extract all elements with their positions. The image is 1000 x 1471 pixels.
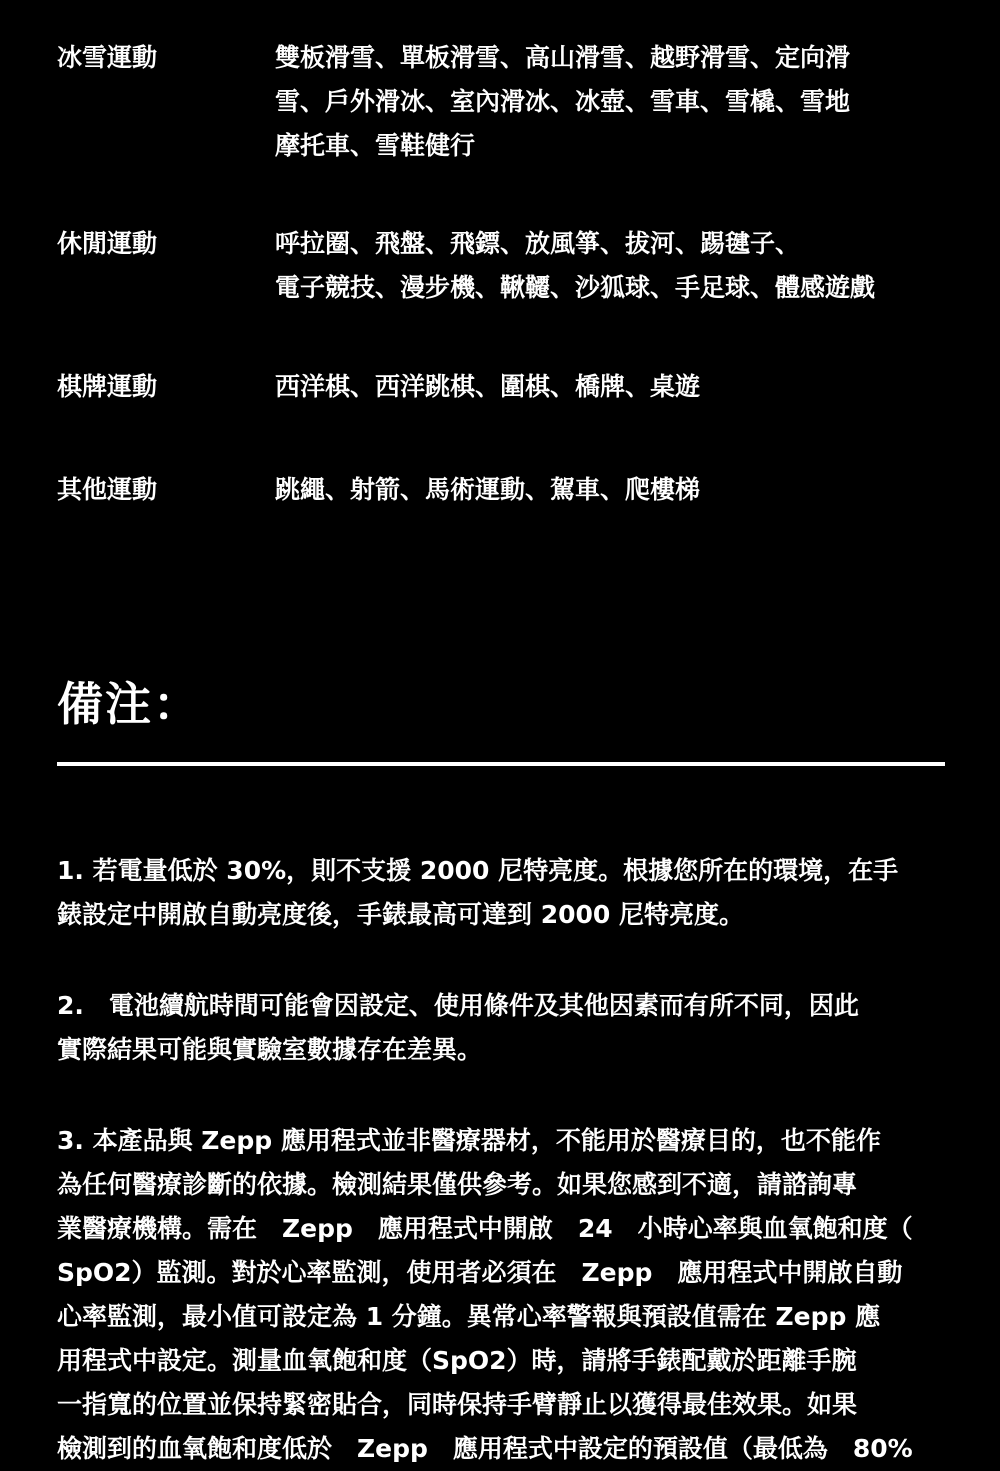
sport-category-label: 其他運動	[57, 475, 158, 504]
note-line: 實際結果可能與實驗室數據存在差異。	[57, 1035, 483, 1064]
notes-list	[57, 849, 945, 1471]
sport-category-label: 休閒運動	[57, 229, 158, 258]
sport-list-line: 西洋棋、西洋跳棋、圍棋、橋牌、桌遊	[275, 372, 701, 401]
sport-category-label: 冰雪運動	[57, 43, 158, 72]
note-line: SpO2）監測。對於心率監測，使用者必須在 Zepp 應用程式中開啟自動	[57, 1258, 903, 1287]
sport-category-label: 棋牌運動	[57, 372, 158, 401]
note-line: 為任何醫療診斷的依據。檢測結果僅供參考。如果您感到不適，請諮詢專	[57, 1170, 858, 1199]
note-line: 心率監測，最小值可設定為 1 分鐘。異常心率警報與預設值需在 Zepp 應	[57, 1302, 881, 1331]
sport-row-snow	[57, 36, 947, 168]
sport-row-board-games	[57, 365, 947, 409]
sport-list	[275, 468, 947, 512]
divider	[57, 762, 945, 766]
note-line: 檢測到的血氧飽和度低於 Zepp 應用程式中設定的預設值（最低為 80%	[57, 1434, 913, 1463]
note-line: 錶設定中開啟自動亮度後，手錶最高可達到 2000 尼特亮度。	[57, 900, 744, 929]
note-line: 1. 若電量低於 30%，則不支援 2000 尼特亮度。根據您所在的環境，在手	[57, 856, 899, 885]
sport-list	[275, 365, 947, 409]
sport-list-line: 雪、戶外滑冰、室內滑冰、冰壺、雪車、雪橇、雪地	[275, 87, 851, 116]
note-line: 2. 電池續航時間可能會因設定、使用條件及其他因素而有所不同，因此	[57, 991, 859, 1020]
note-line: 用程式中設定。測量血氧飽和度（SpO2）時，請將手錶配戴於距離手腕	[57, 1346, 857, 1375]
sport-list-line: 呼拉圈、飛盤、飛鏢、放風箏、拔河、踢毽子、	[275, 229, 801, 258]
sport-list-line: 雙板滑雪、單板滑雪、高山滑雪、越野滑雪、定向滑	[275, 43, 851, 72]
sport-list	[275, 222, 947, 310]
note-item	[57, 984, 945, 1072]
note-item	[57, 1119, 945, 1471]
note-line: 業醫療機構。需在 Zepp 應用程式中開啟 24 小時心率與血氧飽和度（	[57, 1214, 913, 1243]
note-line: 一指寬的位置並保持緊密貼合，同時保持手臂靜止以獲得最佳效果。如果	[57, 1390, 858, 1419]
sport-row-other	[57, 468, 947, 512]
sport-row-leisure	[57, 222, 947, 310]
note-line: 3. 本產品與 Zepp 應用程式並非醫療器材，不能用於醫療目的，也不能作	[57, 1126, 881, 1155]
sport-list-line: 摩托車、雪鞋健行	[275, 131, 476, 160]
sports-table	[57, 36, 947, 512]
sport-list-line: 跳繩、射箭、馬術運動、駕車、爬樓梯	[275, 475, 701, 504]
sport-list	[275, 36, 947, 168]
note-item	[57, 849, 945, 937]
notes-heading: 備注：	[57, 677, 201, 731]
sport-list-line: 電子競技、漫步機、鞦韆、沙狐球、手足球、體感遊戲	[275, 273, 876, 302]
